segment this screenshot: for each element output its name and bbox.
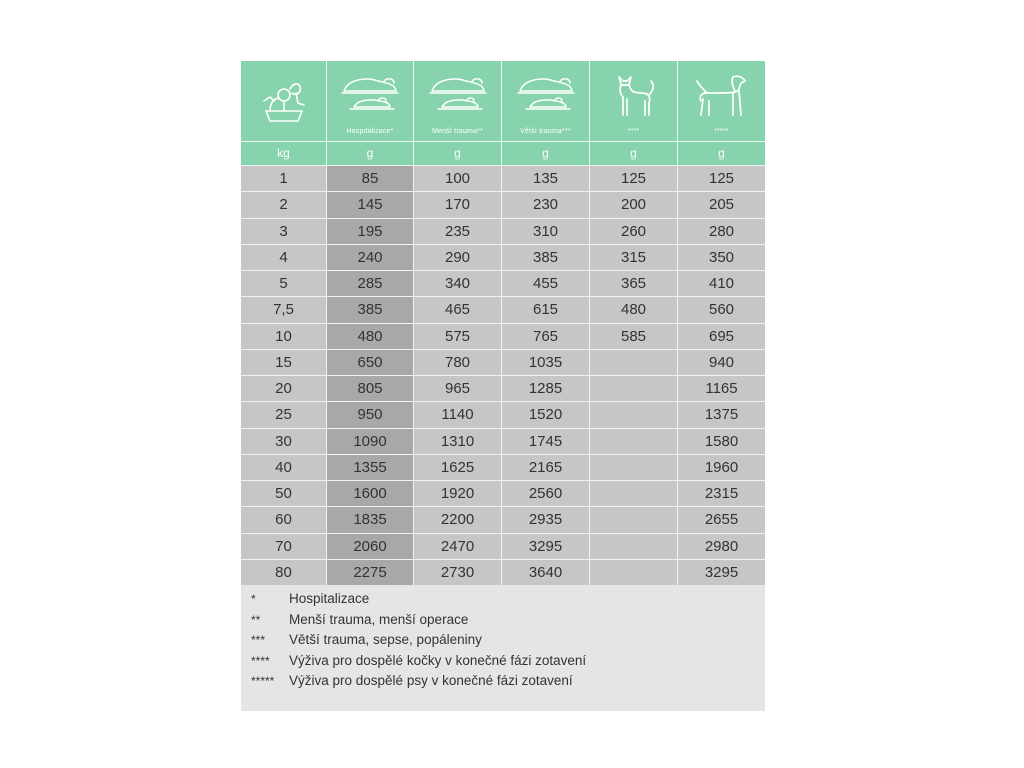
amount-cell: 195 — [327, 219, 414, 244]
amount-cell: 780 — [414, 350, 502, 375]
amount-cell: 230 — [502, 192, 590, 217]
amount-cell: 1625 — [414, 455, 502, 480]
amount-cell — [590, 350, 678, 375]
amount-cell: 235 — [414, 219, 502, 244]
legend-item — [251, 610, 751, 631]
table-row — [241, 533, 765, 559]
unit-cell: g — [590, 142, 678, 165]
table-row — [241, 191, 765, 217]
header-caption: Hospitalizace* — [346, 128, 394, 135]
weight-cell: 2 — [241, 192, 327, 217]
amount-cell: 1090 — [327, 429, 414, 454]
amount-cell: 765 — [502, 324, 590, 349]
table-row — [241, 428, 765, 454]
amount-cell: 805 — [327, 376, 414, 401]
amount-cell: 285 — [327, 271, 414, 296]
header-caption: **** — [627, 128, 640, 135]
table-row — [241, 218, 765, 244]
unit-cell: g — [718, 146, 725, 160]
table-row — [241, 454, 765, 480]
legend-symbol: * — [251, 592, 256, 606]
amount-cell: 310 — [502, 219, 590, 244]
weight-cell: 25 — [241, 402, 327, 427]
amount-cell: 240 — [327, 245, 414, 270]
header-cell-cat — [590, 61, 678, 141]
amount-cell: 1960 — [678, 455, 765, 480]
table-row — [241, 559, 765, 585]
header-cell-hospitalizace — [327, 61, 414, 141]
weight-cell: 7,5 — [241, 297, 327, 322]
amount-cell: 2275 — [327, 560, 414, 585]
amount-cell — [590, 455, 678, 480]
weight-cell: 40 — [241, 455, 327, 480]
cat-icon — [611, 71, 657, 119]
amount-cell: 365 — [590, 271, 678, 296]
legend-text: Výživa pro dospělé psy v konečné fázi zotavení — [289, 673, 573, 688]
amount-cell: 940 — [678, 350, 765, 375]
amount-cell: 2655 — [678, 507, 765, 532]
amount-cell: 410 — [678, 271, 765, 296]
amount-cell: 170 — [414, 192, 502, 217]
legend-item — [251, 589, 751, 610]
legend-item — [251, 671, 751, 692]
amount-cell: 3295 — [678, 560, 765, 585]
amount-cell: 385 — [327, 297, 414, 322]
table-row — [241, 270, 765, 296]
header-cell-weight — [241, 61, 327, 141]
table-row — [241, 480, 765, 506]
amount-cell: 200 — [590, 192, 678, 217]
amount-cell: 480 — [327, 324, 414, 349]
weight-cell: 30 — [241, 429, 327, 454]
amount-cell: 480 — [590, 297, 678, 322]
legend-item — [251, 630, 751, 651]
amount-cell: 1140 — [414, 402, 502, 427]
amount-cell: 2200 — [414, 507, 502, 532]
amount-cell: 1835 — [327, 507, 414, 532]
header-cell-dog — [678, 61, 765, 141]
table-row — [241, 244, 765, 270]
amount-cell: 280 — [678, 219, 765, 244]
sleeping-pets-icon — [338, 71, 402, 115]
header-cell-mensi-trauma — [414, 61, 502, 141]
amount-cell: 385 — [502, 245, 590, 270]
amount-cell: 2315 — [678, 481, 765, 506]
unit-cell: g — [414, 142, 502, 165]
table-body — [241, 165, 765, 585]
amount-cell: 560 — [678, 297, 765, 322]
legend-text: Hospitalizace — [289, 591, 370, 606]
amount-cell: 1355 — [327, 455, 414, 480]
amount-cell: 3295 — [502, 534, 590, 559]
amount-cell: 2730 — [414, 560, 502, 585]
weight-cell: 50 — [241, 481, 327, 506]
amount-cell: 1580 — [678, 429, 765, 454]
weight-cell: 70 — [241, 534, 327, 559]
weight-cell: 80 — [241, 560, 327, 585]
amount-cell: 2935 — [502, 507, 590, 532]
amount-cell: 575 — [414, 324, 502, 349]
amount-cell — [590, 560, 678, 585]
weight-cell: 1 — [241, 166, 327, 191]
table-row — [241, 401, 765, 427]
amount-cell: 2980 — [678, 534, 765, 559]
weight-cell: 15 — [241, 350, 327, 375]
amount-cell: 2560 — [502, 481, 590, 506]
unit-cell: kg — [241, 142, 327, 165]
dog-icon — [693, 71, 751, 119]
header-cell-vetsi-trauma — [502, 61, 590, 141]
amount-cell: 100 — [414, 166, 502, 191]
table-row — [241, 506, 765, 532]
legend-symbol: **** — [251, 653, 270, 668]
amount-cell: 965 — [414, 376, 502, 401]
amount-cell: 465 — [414, 297, 502, 322]
feeding-table-panel — [241, 61, 765, 711]
sleeping-pets-icon — [514, 71, 578, 115]
amount-cell: 2470 — [414, 534, 502, 559]
amount-cell: 350 — [678, 245, 765, 270]
amount-cell — [590, 376, 678, 401]
amount-cell: 85 — [327, 166, 414, 191]
amount-cell — [590, 402, 678, 427]
legend-symbol: ** — [251, 612, 261, 627]
amount-cell: 125 — [678, 166, 765, 191]
table-row — [241, 296, 765, 322]
amount-cell: 145 — [327, 192, 414, 217]
legend-text: Výživa pro dospělé kočky v konečné fázi zotavení — [289, 652, 587, 668]
sleeping-pets-icon — [426, 71, 490, 115]
table-row — [241, 165, 765, 191]
weight-cell: 10 — [241, 324, 327, 349]
amount-cell: 260 — [590, 219, 678, 244]
amount-cell: 290 — [414, 245, 502, 270]
amount-cell: 615 — [502, 297, 590, 322]
amount-cell: 1310 — [414, 429, 502, 454]
amount-cell: 315 — [590, 245, 678, 270]
legend-symbol: *** — [251, 633, 266, 647]
legend-text: Větší trauma, sepse, popáleniny — [289, 632, 482, 647]
amount-cell: 650 — [327, 350, 414, 375]
legend-item — [251, 651, 751, 672]
amount-cell: 1375 — [678, 402, 765, 427]
amount-cell: 1035 — [502, 350, 590, 375]
amount-cell: 1520 — [502, 402, 590, 427]
weight-cell: 3 — [241, 219, 327, 244]
table-row — [241, 349, 765, 375]
legend — [251, 589, 751, 692]
vet-scale-icon — [256, 71, 312, 127]
units-row — [241, 141, 765, 165]
amount-cell: 1920 — [414, 481, 502, 506]
header-caption: Menší trauma** — [431, 128, 484, 135]
unit-cell: g — [327, 142, 414, 165]
amount-cell — [590, 429, 678, 454]
amount-cell: 135 — [502, 166, 590, 191]
amount-cell: 455 — [502, 271, 590, 296]
unit-cell: g — [502, 142, 590, 165]
table-header-icons — [241, 61, 765, 141]
amount-cell: 3640 — [502, 560, 590, 585]
amount-cell: 2060 — [327, 534, 414, 559]
amount-cell: 205 — [678, 192, 765, 217]
weight-cell: 5 — [241, 271, 327, 296]
table-row — [241, 375, 765, 401]
amount-cell: 695 — [678, 324, 765, 349]
amount-cell: 340 — [414, 271, 502, 296]
legend-text: Menší trauma, menší operace — [289, 611, 469, 627]
header-caption: Větší trauma*** — [520, 128, 571, 135]
amount-cell: 950 — [327, 402, 414, 427]
amount-cell: 1165 — [678, 376, 765, 401]
weight-cell: 60 — [241, 507, 327, 532]
amount-cell — [590, 534, 678, 559]
amount-cell: 1745 — [502, 429, 590, 454]
amount-cell: 1285 — [502, 376, 590, 401]
header-caption: ***** — [714, 128, 729, 135]
amount-cell — [590, 507, 678, 532]
amount-cell — [590, 481, 678, 506]
weight-cell: 4 — [241, 245, 327, 270]
legend-symbol: ***** — [251, 674, 275, 688]
weight-cell: 20 — [241, 376, 327, 401]
amount-cell: 585 — [590, 324, 678, 349]
amount-cell: 125 — [590, 166, 678, 191]
table-row — [241, 323, 765, 349]
amount-cell: 1600 — [327, 481, 414, 506]
amount-cell: 2165 — [502, 455, 590, 480]
